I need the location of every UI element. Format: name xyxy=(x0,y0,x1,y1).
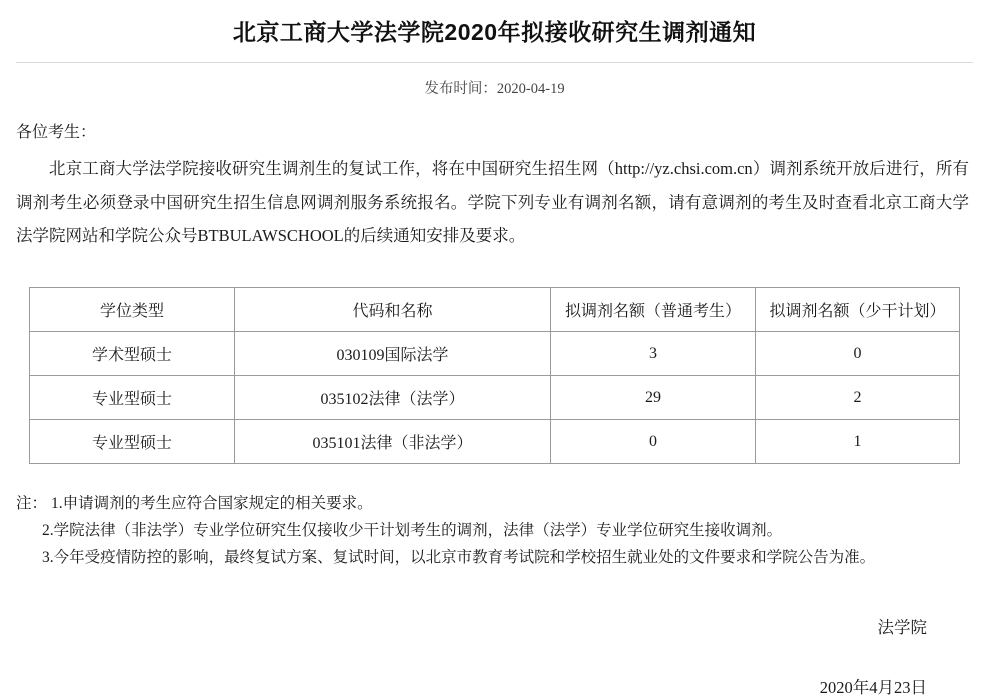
note-text: 3.今年受疫情防控的影响，最终复试方案、复试时间，以北京市教育考试院和学校招生就业处的文件要求和学院公告为准。 xyxy=(42,549,876,567)
signature-date: 2020年4月23日 xyxy=(819,677,927,697)
table-cell: 0 xyxy=(756,332,960,376)
table-header-cell: 代码和名称 xyxy=(235,288,551,332)
note-item xyxy=(16,544,973,571)
body-paragraph: 北京工商大学法学院接收研究生调剂生的复试工作，将在中国研究生招生网（http://yz.chsi.com.cn）调剂系统开放后进行，所有调剂考生必须登录中国研究生招生信息网调剂服务系统报名。学院下列专业有调剂名额，请有意调剂的考生及时查看北京工商大学法学院网站和学院公众号BTBULAWSCHOOL的后续通知安排及要求。 xyxy=(16,158,969,246)
note-text: 1.申请调剂的考生应符合国家规定的相关要求。 xyxy=(51,495,373,513)
notes-lead: 注： xyxy=(16,495,48,513)
salutation: 各位考生： xyxy=(16,124,97,142)
table-cell: 035101法律（非法学） xyxy=(235,420,551,464)
note-text: 2.学院法律（非法学）专业学位研究生仅接收少干计划考生的调剂，法律（法学）专业学位研究生接收调剂。 xyxy=(42,522,783,540)
table-row xyxy=(30,376,960,420)
table-cell: 专业型硕士 xyxy=(30,376,235,420)
note-item xyxy=(16,517,973,544)
table-row xyxy=(30,332,960,376)
table-cell: 0 xyxy=(551,420,756,464)
table-header-cell: 学位类型 xyxy=(30,288,235,332)
table-cell: 专业型硕士 xyxy=(30,420,235,464)
note-item xyxy=(16,490,973,517)
notes-block xyxy=(14,464,975,571)
page-title: 北京工商大学法学院2020年拟接收研究生调剂通知 xyxy=(232,19,757,45)
table-cell: 035102法律（法学） xyxy=(235,376,551,420)
table-cell: 1 xyxy=(756,420,960,464)
table-header-cell: 拟调剂名额（少干计划） xyxy=(756,288,960,332)
table-header-cell: 拟调剂名额（普通考生） xyxy=(551,288,756,332)
table-cell: 学术型硕士 xyxy=(30,332,235,376)
table-cell: 29 xyxy=(551,376,756,420)
table-header-row xyxy=(30,288,960,332)
table-cell: 030109国际法学 xyxy=(235,332,551,376)
table-cell: 3 xyxy=(551,332,756,376)
publish-date: 发布时间：2020-04-19 xyxy=(424,81,565,98)
table-row xyxy=(30,420,960,464)
quota-table xyxy=(29,287,960,464)
signature: 法学院 xyxy=(877,617,927,637)
table-cell: 2 xyxy=(756,376,960,420)
